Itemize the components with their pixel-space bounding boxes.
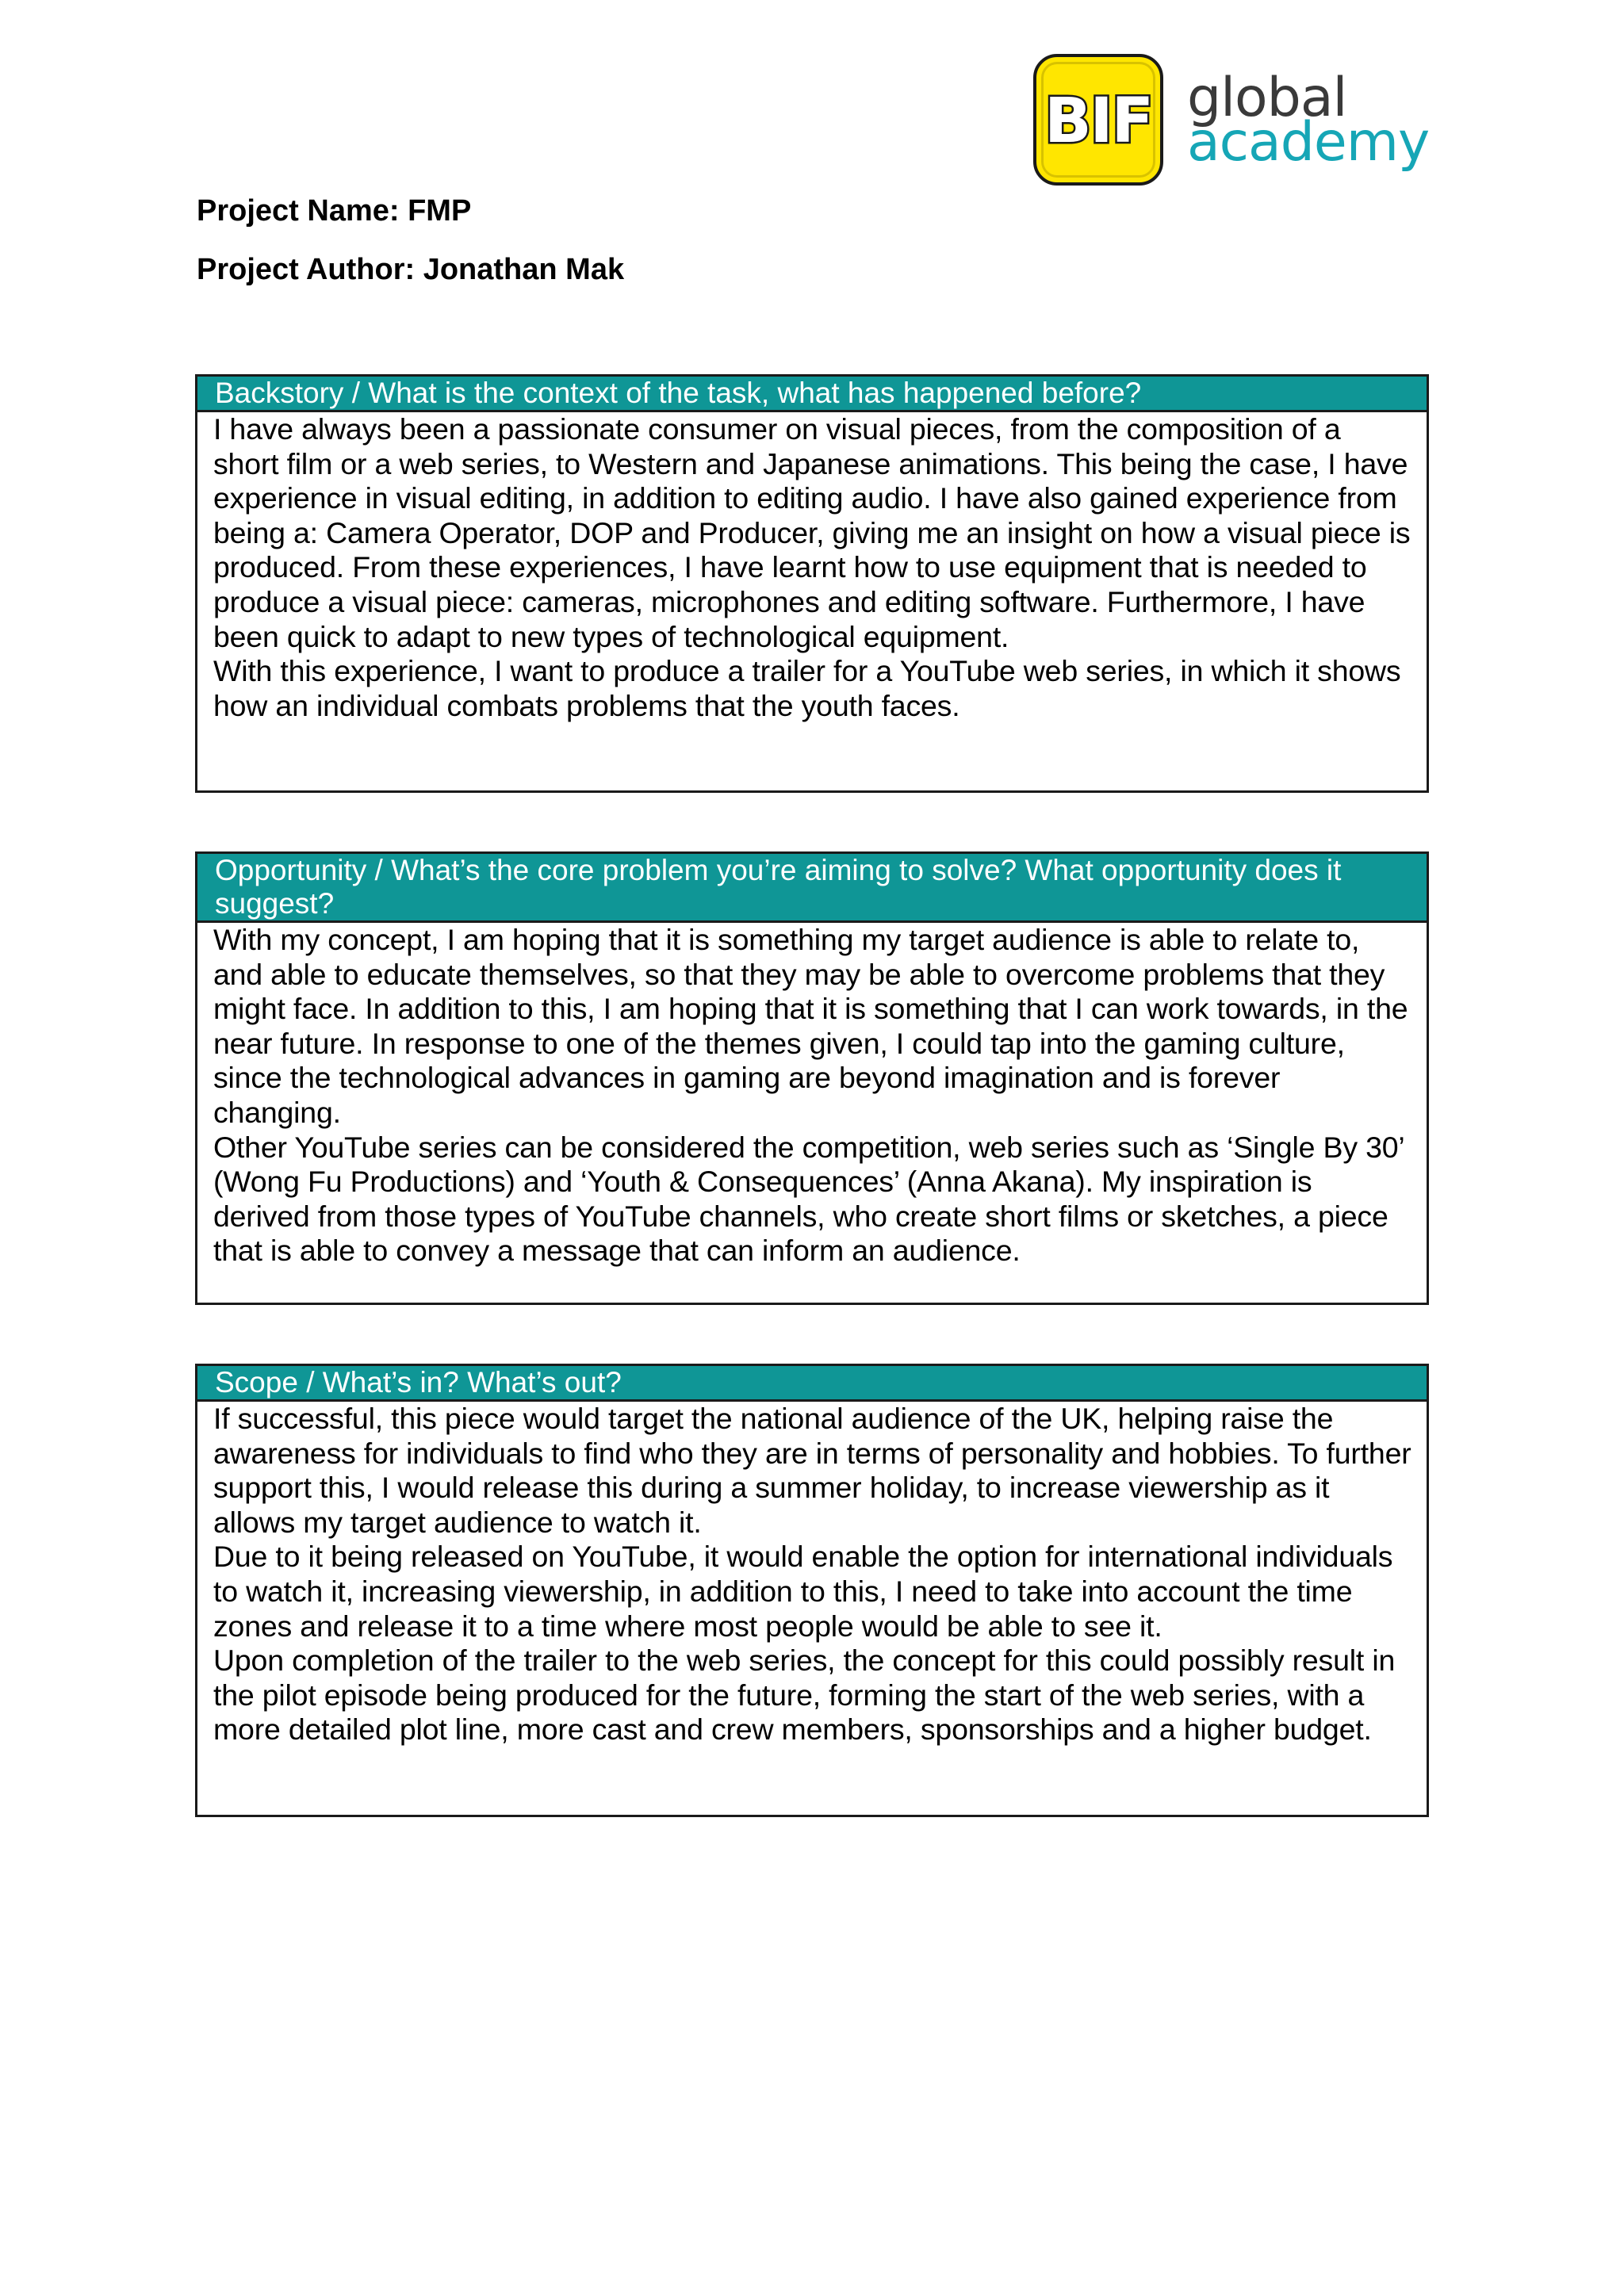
academy-logo [1033, 54, 1430, 189]
backstory-body [197, 412, 1427, 723]
bif-badge [1033, 54, 1163, 186]
scope-paragraph: Due to it being released on YouTube, it would enable the option for international individuals to watch it, increasing viewership, in addition to this, I need to take into account the time zones and release it to a time where most people would be able to see it. [213, 1540, 1393, 1643]
backstory-paragraph: I have always been a passionate consumer on visual pieces, from the composition of a short film or a web series, to Western and Japanese animations. This being the case, I have experience in visual editing, in addition to editing audio. I have also gained experience from being a: Camera Operator, DOP and Producer, giving me an insight on how a visual piece is produced. From these experiences, I have learnt how to use equipment that is needed to produce a visual piece: cameras, microphones and editing software. Furthermore, I have been quick to adapt to new types of technological equipment. [213, 412, 1411, 653]
project-name: Project Name: FMP [197, 194, 472, 228]
opportunity-header: Opportunity / What’s the core problem you’re aiming to solve? What opportunity does it suggest? [197, 854, 1427, 923]
opportunity-section [195, 851, 1429, 1305]
opportunity-body [197, 923, 1427, 1269]
scope-paragraph: Upon completion of the trailer to the web series, the concept for this could possibly result in the pilot episode being produced for the future, forming the start of the web series, with a more detailed plot line, more cast and crew members, sponsorships and a higher budget. [213, 1644, 1396, 1747]
opportunity-paragraph: With my concept, I am hoping that it is something my target audience is able to relate to, and able to educate themselves, so that they may be able to overcome problems that they might face. In addition to this, I am hoping that it is something that I can work towards, in the near future. In response to one of the themes given, I could tap into the gaming culture, since the technological advances in gaming are beyond imagination and is forever changing. [213, 923, 1408, 1129]
opportunity-paragraph: Other YouTube series can be considered the competition, web series such as ‘Single By 30’ (Wong Fu Productions) and ‘Youth & Consequences’ (Anna Akana). My inspiration is derived from those types of YouTube channels, who create short films or sketches, a piece that is able to convey a message that can inform an audience. [213, 1130, 1404, 1268]
logo-word-global: global [1187, 67, 1347, 129]
logo-word-academy: academy [1187, 111, 1430, 174]
scope-body [197, 1402, 1427, 1747]
project-author: Project Author: Jonathan Mak [197, 253, 625, 286]
scope-section [195, 1364, 1429, 1817]
bif-badge-text: BIF [1044, 86, 1152, 157]
backstory-section [195, 374, 1429, 793]
backstory-header: Backstory / What is the context of the task, what has happened before? [197, 377, 1427, 412]
scope-paragraph: If successful, this piece would target the national audience of the UK, helping raise the awareness for individuals to find who they are in terms of personality and hobbies. To further support this, I would release this during a summer holiday, to increase viewership as it allows my target audience to watch it. [213, 1402, 1411, 1539]
scope-header: Scope / What’s in? What’s out? [197, 1366, 1427, 1402]
backstory-paragraph: With this experience, I want to produce a trailer for a YouTube web series, in which it shows how an individual combats problems that the youth faces. [213, 654, 1401, 722]
